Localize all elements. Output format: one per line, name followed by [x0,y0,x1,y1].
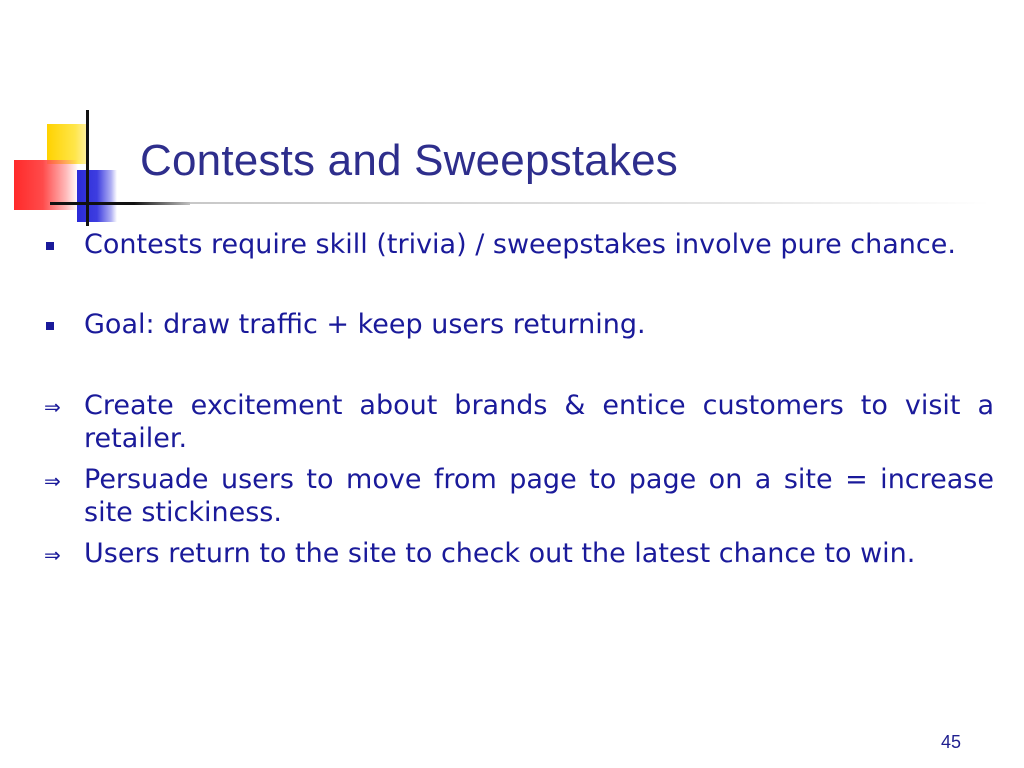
corner-decoration [0,0,160,240]
list-item [44,228,994,261]
double-arrow-bullet-icon: ⇒ [44,543,61,567]
bullet-text: Goal: draw traffic + keep users returning. [84,309,646,340]
bullet-text: Contests require skill (trivia) / sweepstakes involve pure chance. [84,229,956,260]
list-item [44,389,994,455]
double-arrow-bullet-icon: ⇒ [44,469,61,493]
yellow-square-decoration [47,124,87,164]
bullet-text: Create excitement about brands & entice customers to visit a retailer. [84,390,994,454]
list-item [44,463,994,529]
double-arrow-bullet-icon: ⇒ [44,395,61,419]
slide-title: Contests and Sweepstakes [140,136,678,185]
list-item [44,308,994,341]
title-underline-rule [190,202,990,204]
list-item [44,537,994,570]
blue-square-decoration [77,170,117,222]
square-bullet-icon [46,322,54,330]
bullet-list [44,228,994,570]
square-bullet-icon [46,242,54,250]
title-underline-dark [50,202,190,205]
bullet-text: Users return to the site to check out the latest chance to win. [84,538,916,569]
bullet-text: Persuade users to move from page to page on a site = increase site stickiness. [84,464,994,528]
vertical-rule [86,110,89,226]
page-number: 45 [941,732,962,752]
